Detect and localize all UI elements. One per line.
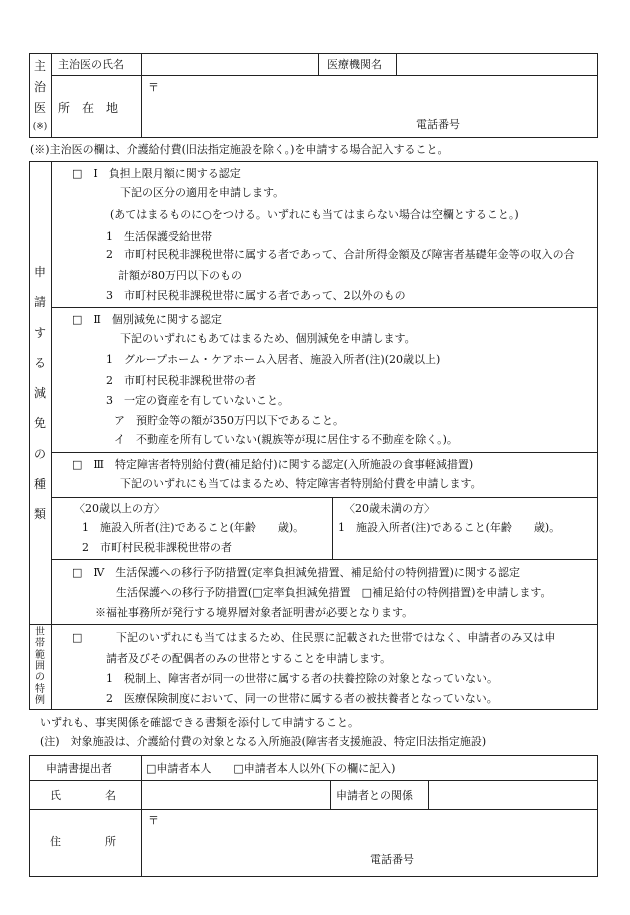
side-char: 例 <box>35 694 45 706</box>
divider <box>332 497 333 559</box>
side-char: 世 <box>35 627 45 638</box>
doctor-name-label: 主治医の氏名 <box>58 58 124 71</box>
section-IV-note: ※福祉事務所が発行する境界層対象者証明書が必要となります。 <box>95 606 414 619</box>
side-char: 囲 <box>35 660 45 672</box>
under-20-head: 〈20歳未満の方〉 <box>344 502 435 515</box>
doctor-side-label <box>29 60 51 132</box>
side-char: 類 <box>33 507 46 521</box>
doctor-note: (※)主治医の欄は、介護給付費(旧法指定施設を除く。)を申請する場合記入すること。 <box>30 143 449 156</box>
divider <box>51 307 598 308</box>
doctor-address-label: 所 在 地 <box>58 101 119 115</box>
household-line: 請者及びその配偶者のみの世帯とすることを申請します。 <box>106 652 392 665</box>
divider <box>51 452 598 453</box>
submitter-name-label: 氏 名 <box>50 789 116 802</box>
age-20-plus-item: 2 市町村民税非課税世帯の者 <box>82 541 232 554</box>
side-char: 医 <box>33 101 46 115</box>
age-20-plus-head: 〈20歳以上の方〉 <box>74 502 165 515</box>
household-checkbox[interactable]: □ <box>72 631 83 644</box>
divider <box>330 780 331 809</box>
reduction-side-label <box>29 266 51 520</box>
footnote: (注) 対象施設は、介護給付費の対象となる入所施設(障害者支援施設、特定旧法指定施設) <box>40 735 487 748</box>
side-char: す <box>33 325 46 340</box>
footnote: いずれも、事実関係を確認できる書類を添付して申請すること。 <box>40 716 359 729</box>
side-char: の <box>33 446 46 461</box>
phone-label: 電話番号 <box>416 118 460 131</box>
submitter-address-field[interactable] <box>142 810 597 850</box>
under-20-item: 1 施設入所者(注)であること(年齢 歳)。 <box>338 521 561 534</box>
divider <box>51 559 598 560</box>
divider <box>318 53 319 75</box>
submitter-address-label: 住 所 <box>50 835 116 848</box>
section-II-subitem: ア 預貯金等の額が350万円以下であること。 <box>114 414 344 427</box>
section-IV-title[interactable]: □ Ⅳ 生活保護への移行予防措置(定率負担減免措置、補足給付の特例措置)に関する認定 <box>72 566 520 579</box>
postal-mark: 〒 <box>148 81 159 94</box>
section-I-option[interactable]: 1 生活保護受給世帯 <box>106 230 212 243</box>
side-char: 申 <box>33 265 46 279</box>
section-II-item: 1 グループホーム・ケアホーム入居者、施設入所者(注)(20歳以上) <box>106 353 441 366</box>
household-side-label <box>29 628 51 706</box>
household-line: 下記のいずれにも当てはまるため、住民票に記載された世帯ではなく、申請者のみ又は申 <box>116 631 556 644</box>
section-III-title[interactable]: □ Ⅲ 特定障害者特別給付費(補足給付)に関する認定(入所施設の食事軽減措置) <box>72 458 474 471</box>
side-char: 請 <box>33 295 46 310</box>
side-char: 主 <box>33 59 46 73</box>
age-20-plus-item: 1 施設入所者(注)であること(年齢 歳)。 <box>82 521 305 534</box>
institution-field[interactable] <box>397 54 597 74</box>
side-char: 免 <box>33 416 46 431</box>
divider <box>51 497 598 498</box>
section-II-subitem: イ 不動産を所有していない(親族等が現に居住する不動産を除く。)。 <box>114 433 458 446</box>
section-I-line: 下記の区分の適用を申請します。 <box>120 186 285 199</box>
divider <box>51 53 52 138</box>
section-I-option-cont: 計額が80万円以下のもの <box>118 269 242 282</box>
side-char: 治 <box>33 80 46 94</box>
section-I-title[interactable]: □ Ⅰ 負担上限月額に関する認定 <box>72 167 241 180</box>
household-item: 1 税制上、障害者が同一の世帯に属する者の扶養控除の対象となっていない。 <box>106 672 498 685</box>
doctor-name-field[interactable] <box>142 54 317 74</box>
section-II-line: 下記のいずれにもあてはまるため、個別減免を申請します。 <box>120 332 416 345</box>
side-char: の <box>35 672 45 684</box>
submitter-options[interactable]: □申請者本人 □申請者本人以外(下の欄に記入) <box>146 762 396 775</box>
side-char: 範 <box>35 649 45 661</box>
submitter-name-field[interactable] <box>142 781 329 808</box>
section-II-title[interactable]: □ Ⅱ 個別減免に関する認定 <box>72 313 222 326</box>
side-char: 帯 <box>35 638 45 650</box>
relation-field[interactable] <box>429 781 597 808</box>
section-II-item: 3 一定の資産を有していないこと。 <box>106 394 289 407</box>
section-I-option[interactable]: 3 市町村民税非課税世帯に属する者であって、2以外のもの <box>106 289 406 302</box>
doctor-address-field[interactable] <box>142 76 597 116</box>
household-item: 2 医療保険制度において、同一の世帯に属する者の被扶養者となっていない。 <box>106 692 498 705</box>
side-char: 減 <box>33 386 46 400</box>
postal-mark: 〒 <box>148 814 159 827</box>
side-char: る <box>33 355 46 370</box>
side-char: 種 <box>33 476 46 491</box>
institution-label: 医療機関名 <box>327 58 382 71</box>
relation-label: 申請者との関係 <box>336 789 413 802</box>
submitter-label: 申請書提出者 <box>46 762 112 775</box>
section-I-line: (あてはまるものに○をつける。いずれにも当てはまらない場合は空欄とすること。) <box>110 208 519 221</box>
section-III-line: 下記のいずれにも当てはまるため、特定障害者特別給付費を申請します。 <box>120 477 482 490</box>
section-II-item: 2 市町村民税非課税世帯の者 <box>106 374 256 387</box>
side-char: 特 <box>35 683 45 695</box>
section-I-option[interactable]: 2 市町村民税非課税世帯に属する者であって、合計所得金額及び障害者基礎年金等の収入の合 <box>106 248 575 261</box>
submitter-phone-label: 電話番号 <box>370 853 414 866</box>
section-IV-line: 生活保護への移行予防措置(□定率負担減免措置 □補足給付の特例措置)を申請します。 <box>116 586 552 599</box>
side-char: (※) <box>32 122 48 132</box>
